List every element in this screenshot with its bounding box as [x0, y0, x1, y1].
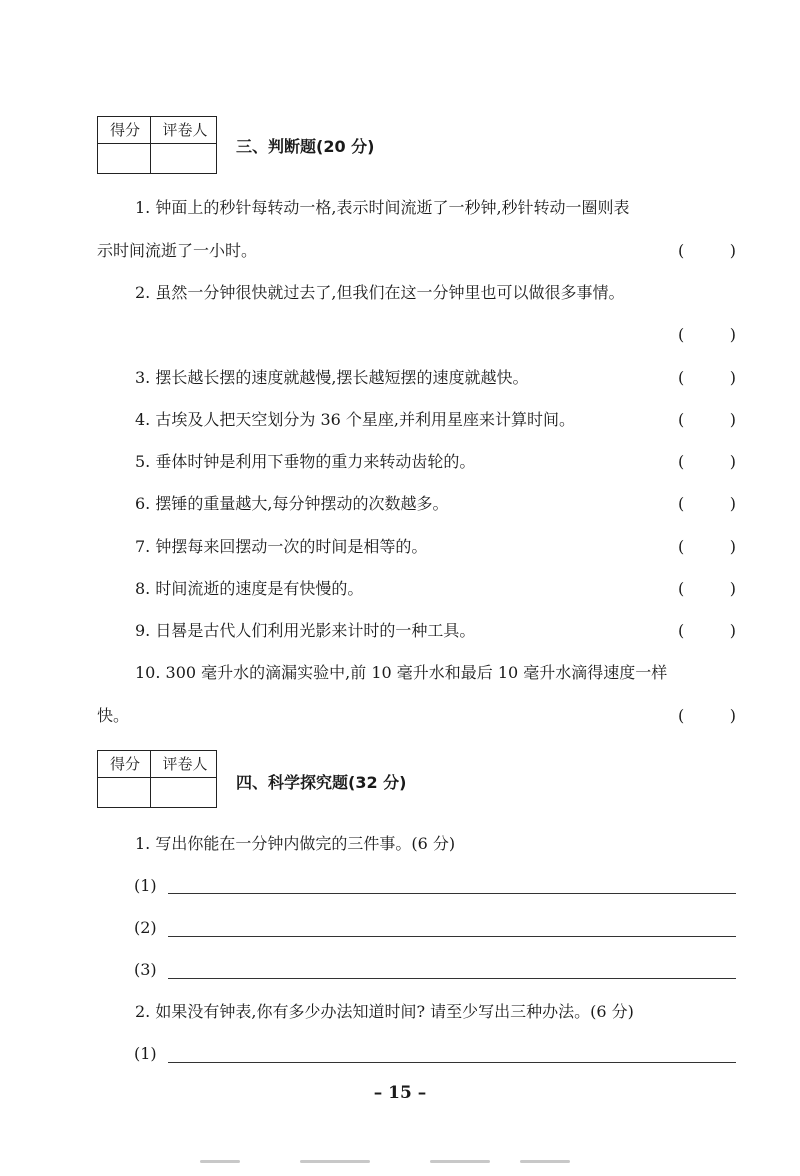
answer-paren[interactable] [678, 325, 736, 345]
question-4-1: 1. 写出你能在一分钟内做完的三件事。(6 分) [135, 834, 456, 853]
bleed-mark [430, 1160, 490, 1163]
bleed-mark [200, 1160, 240, 1163]
answer-paren[interactable] [678, 537, 736, 557]
paren-open: ( [678, 494, 685, 513]
answer-paren[interactable] [678, 706, 736, 726]
question-3-8: 8. 时间流逝的速度是有快慢的。 [135, 579, 364, 598]
blank-label: (3) [134, 960, 157, 979]
section4-title: 四、科学探究题(32 分) [236, 773, 407, 792]
answer-paren[interactable] [678, 452, 736, 472]
paren-close: ) [729, 621, 736, 640]
paren-open: ( [678, 368, 685, 387]
paren-open: ( [678, 325, 685, 344]
question-3-1-line1: 1. 钟面上的秒针每转动一格,表示时间流逝了一秒钟,秒针转动一圈则表 [135, 198, 630, 217]
paren-close: ) [729, 410, 736, 429]
paren-close: ) [729, 368, 736, 387]
page-number: – 15 – [373, 1083, 427, 1103]
paren-close: ) [729, 706, 736, 725]
score-box-divider [150, 751, 151, 807]
paren-open: ( [678, 241, 685, 260]
question-3-9: 9. 日晷是古代人们利用光影来计时的一种工具。 [135, 621, 476, 640]
answer-line[interactable] [168, 936, 736, 937]
grader-label: 评卷人 [162, 755, 208, 773]
question-3-5: 5. 垂体时钟是利用下垂物的重力来转动齿轮的。 [135, 452, 476, 471]
question-3-2: 2. 虽然一分钟很快就过去了,但我们在这一分钟里也可以做很多事情。 [135, 283, 625, 302]
question-3-7: 7. 钟摆每来回摆动一次的时间是相等的。 [135, 537, 428, 556]
score-label: 得分 [109, 755, 140, 773]
paren-close: ) [729, 325, 736, 344]
answer-line[interactable] [168, 1062, 736, 1063]
score-box-section4 [97, 750, 217, 808]
answer-line[interactable] [168, 893, 736, 894]
paren-open: ( [678, 706, 685, 725]
question-3-4: 4. 古埃及人把天空划分为 36 个星座,并利用星座来计算时间。 [135, 410, 575, 429]
section3-title: 三、判断题(20 分) [236, 137, 375, 156]
grader-label: 评卷人 [162, 121, 208, 139]
paren-open: ( [678, 579, 685, 598]
answer-paren[interactable] [678, 241, 736, 261]
paren-open: ( [678, 621, 685, 640]
paren-close: ) [729, 452, 736, 471]
answer-paren[interactable] [678, 368, 736, 388]
score-box-divider [150, 117, 151, 173]
blank-label: (2) [134, 918, 157, 937]
score-label: 得分 [109, 121, 140, 139]
bleed-mark [520, 1160, 570, 1163]
paren-open: ( [678, 537, 685, 556]
paren-open: ( [678, 452, 685, 471]
question-3-6: 6. 摆锤的重量越大,每分钟摆动的次数越多。 [135, 494, 449, 513]
question-4-2: 2. 如果没有钟表,你有多少办法知道时间? 请至少写出三种办法。(6 分) [135, 1002, 634, 1021]
answer-paren[interactable] [678, 579, 736, 599]
bleed-mark [300, 1160, 370, 1163]
paren-close: ) [729, 494, 736, 513]
score-box-divider [98, 143, 216, 144]
paren-close: ) [729, 241, 736, 260]
paren-open: ( [678, 410, 685, 429]
answer-line[interactable] [168, 978, 736, 979]
answer-paren[interactable] [678, 494, 736, 514]
score-box-divider [98, 777, 216, 778]
score-box-section3 [97, 116, 217, 174]
answer-paren[interactable] [678, 410, 736, 430]
paren-close: ) [729, 537, 736, 556]
question-3-3: 3. 摆长越长摆的速度就越慢,摆长越短摆的速度就越快。 [135, 368, 529, 387]
question-3-1-line2: 示时间流逝了一小时。 [97, 241, 258, 260]
blank-label: (1) [134, 876, 157, 895]
question-3-10-line2: 快。 [97, 706, 130, 725]
blank-label: (1) [134, 1044, 157, 1063]
answer-paren[interactable] [678, 621, 736, 641]
paren-close: ) [729, 579, 736, 598]
question-3-10-line1: 10. 300 毫升水的滴漏实验中,前 10 毫升水和最后 10 毫升水滴得速度一样 [135, 663, 668, 682]
